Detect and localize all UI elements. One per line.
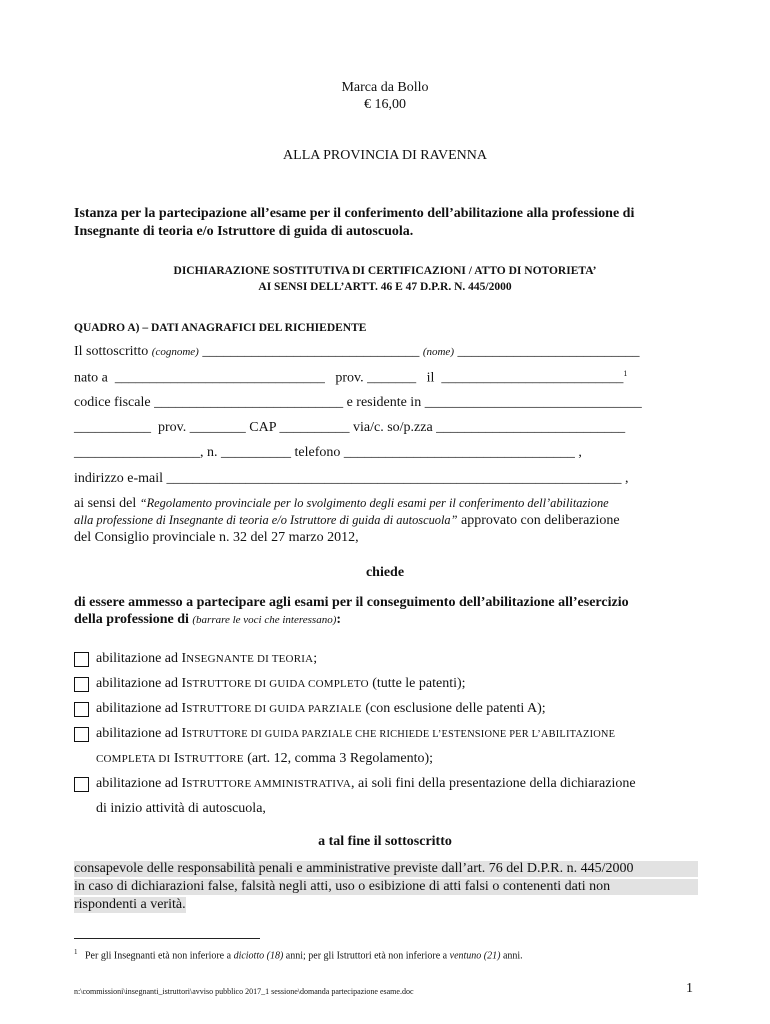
address-row	[74, 420, 698, 436]
label: Il sottoscritto	[74, 344, 149, 359]
label: CAP	[249, 420, 276, 435]
option-label: I	[181, 651, 187, 666]
instruction: (barrare le voci che interessano)	[192, 614, 337, 626]
option-label: abilitazione ad	[96, 676, 179, 691]
phone-row	[74, 445, 698, 461]
option-label: (tutte le patenti);	[372, 676, 466, 691]
declaration-line2: AI SENSI DELL’ARTT. 46 E 47 D.P.R. N. 445/2000	[258, 281, 512, 293]
residence-province-field[interactable]: ________	[189, 420, 246, 435]
checkbox[interactable]	[74, 727, 89, 742]
option-label: abilitazione ad	[96, 701, 179, 716]
fiscal-code-field[interactable]: ___________________________	[154, 395, 344, 410]
checkbox[interactable]	[74, 702, 89, 717]
option-label: I	[181, 701, 187, 716]
label: il	[426, 370, 435, 386]
regulation-ref-line1	[74, 496, 698, 512]
footnote-ref: 1	[623, 369, 628, 378]
option-istruttore-estensione[interactable]	[74, 726, 615, 742]
label: telefono	[294, 445, 341, 460]
footnote-text: diciotto (18)	[233, 950, 284, 962]
punctuation: ,	[625, 471, 629, 486]
footnote-text: anni.	[502, 950, 523, 962]
option-label: abilitazione ad	[96, 651, 179, 666]
option-istruttore-estensione-cont	[96, 751, 433, 767]
label: prov.	[335, 370, 364, 386]
option-istruttore-completo[interactable]	[74, 676, 466, 692]
request-line2	[74, 612, 698, 628]
text: ai sensi del	[74, 496, 137, 511]
document-title-line1: Istanza per la partecipazione all’esame per il conferimento dell’abilitazione alla professione di	[74, 206, 635, 221]
street-name-field[interactable]: __________________	[74, 445, 200, 460]
option-label: (art. 12, comma 3 Regolamento);	[247, 751, 434, 766]
document-title-line2: Insegnante di teoria e/o Istruttore di guida di autoscuola.	[74, 224, 414, 239]
option-insegnante-teoria[interactable]	[74, 651, 317, 667]
option-label: I	[181, 726, 187, 741]
label: nato a	[74, 370, 108, 386]
label: (nome)	[422, 346, 454, 358]
section-heading-quadro-a: QUADRO A) – DATI ANAGRAFICI DEL RICHIEDENTE	[74, 322, 367, 334]
email-row	[74, 470, 698, 487]
file-path: n:\commissioni\insegnanti_istruttori\avviso pubblico 2017_1 sessione\domanda partecipazione esame.doc	[74, 987, 414, 996]
residence-field[interactable]: _______________________________	[424, 395, 642, 410]
footnote-number: 1	[74, 948, 78, 956]
label: , n.	[200, 445, 218, 460]
recipient: ALLA PROVINCIA DI RAVENNA	[283, 148, 487, 163]
checkbox[interactable]	[74, 677, 89, 692]
footnote-separator	[74, 938, 260, 939]
label: prov.	[158, 420, 187, 435]
option-label: , ai soli fini della presentazione della dichiarazione	[351, 776, 636, 791]
birth-province-field[interactable]: _______	[367, 370, 417, 386]
awareness-line2: in caso di dichiarazioni false, falsità negli atti, uso o esibizione di atti falsi o contenenti dati non	[74, 879, 698, 895]
footnote-text: Per gli Insegnanti età non inferiore a	[85, 950, 232, 962]
awareness-line3: rispondenti a verità.	[74, 897, 186, 912]
tal-fine-heading: a tal fine il sottoscritto	[318, 834, 452, 849]
street-number-field[interactable]: __________	[221, 445, 291, 460]
option-istruttore-amministrativa[interactable]	[74, 776, 636, 792]
stamp-label: Marca da Bollo	[341, 80, 429, 95]
footnote-text: anni; per gli Istruttori età non inferiore a	[285, 950, 448, 962]
regulation-title: “Regolamento provinciale per lo svolgimento degli esami per il conferimento dell’abilitazione	[139, 496, 609, 510]
birthplace-field[interactable]: ______________________________	[114, 370, 325, 386]
option-label: abilitazione ad	[96, 776, 179, 791]
chiede-heading: chiede	[365, 565, 405, 580]
label: codice fiscale	[74, 395, 151, 410]
request-line1: di essere ammesso a partecipare agli esami per il conseguimento dell’abilitazione all’esercizio	[74, 595, 629, 610]
birth-row	[74, 369, 698, 387]
option-istruttore-amministrativa-cont: di inizio attività di autoscuola,	[96, 801, 266, 816]
option-label: COMPLETA DI	[96, 753, 171, 765]
footnote-text: ventuno (21)	[449, 950, 501, 962]
punctuation: :	[336, 612, 342, 627]
regulation-ref-line3: del Consiglio provinciale n. 32 del 27 marzo 2012,	[74, 530, 359, 545]
punctuation: ,	[578, 445, 582, 460]
option-label: I	[181, 676, 187, 691]
label: indirizzo e-mail	[74, 471, 164, 486]
option-label: STRUTTORE DI GUIDA PARZIALE CHE RICHIEDE L’ESTENSIONE PER L’ABILITAZIONE	[186, 728, 616, 740]
regulation-ref-line2	[74, 513, 698, 529]
option-label: STRUTTORE DI GUIDA COMPLETO	[186, 678, 369, 690]
email-field[interactable]: _____________________________________________________________________	[166, 470, 622, 485]
page-number: 1	[686, 981, 693, 996]
option-label: STRUTTORE AMMINISTRATIVA	[186, 778, 352, 790]
option-label: I	[181, 776, 187, 791]
option-label: abilitazione ad	[96, 726, 179, 741]
option-label: NSEGNANTE DI TEORIA	[186, 653, 314, 665]
fiscal-code-row	[74, 395, 698, 411]
birth-date-field[interactable]: __________________________	[441, 370, 624, 386]
regulation-title: alla professione di Insegnante di teoria e/o Istruttore di guida di autoscuola”	[74, 513, 458, 527]
street-field[interactable]: ___________________________	[436, 420, 626, 435]
label: (cognome)	[151, 346, 199, 358]
footnote	[74, 948, 523, 961]
label: via/c. so/p.zza	[352, 420, 433, 435]
name-field[interactable]: __________________________	[457, 344, 640, 359]
option-istruttore-parziale[interactable]	[74, 701, 546, 717]
option-label: (con esclusione delle patenti A);	[365, 701, 546, 716]
option-label: STRUTTORE	[178, 753, 244, 765]
option-label: I	[173, 751, 179, 766]
declaration-line1: DICHIARAZIONE SOSTITUTIVA DI CERTIFICAZIONI / ATTO DI NOTORIETA’	[173, 265, 597, 277]
checkbox[interactable]	[74, 777, 89, 792]
checkbox[interactable]	[74, 652, 89, 667]
cap-field[interactable]: __________	[279, 420, 350, 435]
awareness-line1: consapevole delle responsabilità penali e amministrative previste dall’art. 76 del D.P.R. n. 445/2000	[74, 861, 698, 877]
label: e residente in	[346, 395, 422, 410]
text: della professione di	[74, 612, 189, 627]
phone-field[interactable]: _________________________________	[343, 445, 575, 460]
text: approvato con deliberazione	[461, 513, 620, 528]
option-label: STRUTTORE DI GUIDA PARZIALE	[186, 703, 362, 715]
residence-city-field[interactable]: ___________	[74, 420, 151, 435]
stamp-amount: € 16,00	[364, 97, 406, 112]
surname-field[interactable]: _______________________________	[202, 344, 420, 359]
option-label: ;	[313, 651, 318, 666]
surname-name-row	[74, 344, 698, 360]
